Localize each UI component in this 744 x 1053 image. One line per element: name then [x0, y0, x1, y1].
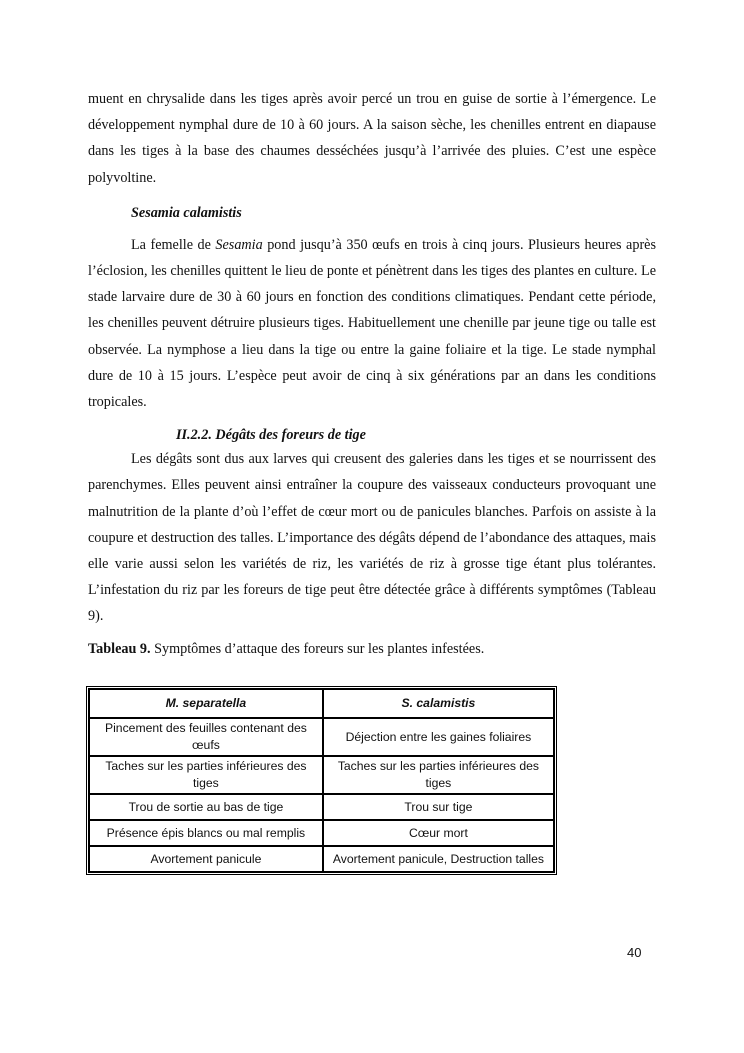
paragraph-damage: Les dégâts sont dus aux larves qui creusent des galeries dans les tiges et se nourrissent des parenchymes. Elles peuvent ainsi entraîner la coupure des vaisseaux conducteurs provoquant une malnutrition de la plante d’où l’effet de cœur mort ou de panicules blanches. Parfois on assiste à la coupure et destruction des talles. L’importance des dégâts dépend de l’abondance des attaques, mais elle varie aussi selon les variétés de riz, les variétés de riz à grosse tige étant plus tolérantes. L’infestation du riz par les foreurs de tige peut être détectée grâce à différents symptômes (Tableau 9). [88, 451, 656, 625]
species-heading: Sesamia calamistis [131, 204, 242, 221]
table-row [89, 846, 554, 872]
table-row [89, 756, 554, 794]
paragraph-sesamia-start: La femelle de [131, 236, 216, 253]
table-cell: Déjection entre les gaines foliaires [323, 718, 554, 756]
table-cell: Trou sur tige [323, 794, 554, 820]
table-cell: Pincement des feuilles contenant des œufs [89, 718, 323, 756]
table-caption [88, 636, 656, 662]
table-row [89, 718, 554, 756]
genus-name: Sesamia [215, 236, 263, 253]
paragraph-pupation: muent en chrysalide dans les tiges après avoir percé un trou en guise de sortie à l’émergence. Le développement nymphal dure de 10 à 60 jours. A la saison sèche, les chenilles entrent en diapause dans les tiges à la base des chaumes desséchées jusqu’à l’arrivée des pluies. C’est une espèce polyvoltine. [88, 91, 656, 186]
table-row [89, 794, 554, 820]
table-row [89, 820, 554, 846]
document-body [88, 86, 656, 662]
header-m-separatella: M. separatella [89, 689, 323, 718]
table-cell: Taches sur les parties inférieures des tiges [89, 756, 323, 794]
header-s-calamistis: S. calamistis [323, 689, 554, 718]
table-cell: Présence épis blancs ou mal remplis [89, 820, 323, 846]
table-caption-label: Tableau 9. [88, 640, 151, 657]
table-cell: Cœur mort [323, 820, 554, 846]
table-caption-text: Symptômes d’attaque des foreurs sur les plantes infestées. [150, 640, 485, 657]
table-cell: Avortement panicule [89, 846, 323, 872]
table-header-row [89, 689, 554, 718]
table-cell: Trou de sortie au bas de tige [89, 794, 323, 820]
table-cell: Taches sur les parties inférieures des tiges [323, 756, 554, 794]
symptoms-table [88, 688, 555, 873]
section-heading: II.2.2. Dégâts des foreurs de tige [176, 427, 366, 444]
page-number: 40 [627, 945, 642, 960]
table-cell: Avortement panicule, Destruction talles [323, 846, 554, 872]
paragraph-sesamia-rest: pond jusqu’à 350 œufs en trois à cinq jours. Plusieurs heures après l’éclosion, les chenilles quittent le lieu de ponte et pénètrent dans les tiges des plantes en culture. Le stade larvaire dure de 30 à 60 jours en fonction des conditions climatiques. Pendant cette période, les chenilles peuvent détruire plusieurs tiges. Habituellement une chenille par jeune tige ou talle est observée. La nymphose a lieu dans la tige ou entre la gaine foliaire et la tige. Le stade nymphal dure de 10 à 15 jours. L’espèce peut avoir de cinq à six générations par an dans les conditions tropicales. [88, 236, 656, 411]
paragraph-sesamia [88, 232, 656, 415]
symptoms-table-wrapper [88, 688, 555, 873]
